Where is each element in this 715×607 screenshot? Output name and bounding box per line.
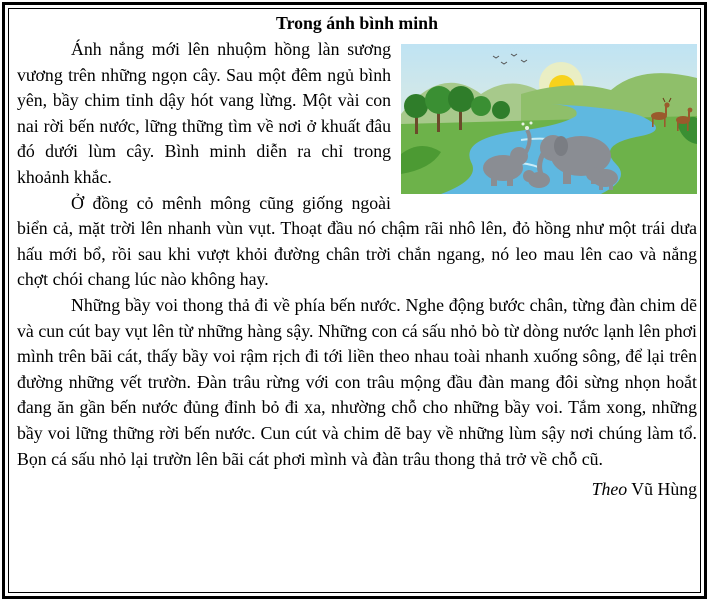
paragraph-1-text: Ánh nắng mới lên nhuộm hồng làn sương vương trên những ngọn cây. Sau một đêm ngủ bình yên, bầy chim tỉnh dậy hót vang lừng. Một vài con nai rời bến nước, lững thững tìm về nơi ở khuất đâu đó dưới lùm cây. Bình minh diễn ra chỉ trong khoảnh khắc. <box>17 39 391 187</box>
passage-title: Trong ánh bình minh <box>276 13 438 33</box>
byline <box>17 477 697 503</box>
byline-author: Vũ Hùng <box>631 479 697 500</box>
reading-passage <box>17 10 697 503</box>
byline-prefix: Theo <box>591 479 628 500</box>
paragraph-3: Những bầy voi thong thả đi về phía bến nước. Nghe động bước chân, từng đàn chim dẽ và cun cút bay vụt lên từ những hàng sậy. Những con cá sấu nhỏ bò từ dòng nước lạnh lên phơi mình trên bãi cát, thấy bầy voi rậm rịch đi tới liền theo nhau toài nhanh xuống sông, để lại trên đường những vết trườn. Đàn trâu rừng với con trâu mộng đầu đàn mang đôi sừng nhọn hoắt đang ăn gần bến nước đủng đỉnh bỏ đi xa, nhường chỗ cho những bầy voi. Tắm xong, những bầy voi lững thững rời bến nước. Cun cút và chim dẽ bay về những lùm sậy nơi chúng làm tổ. Bọn cá sấu nhỏ lại trườn lên bãi cát phơi mình và đàn trâu thong thả trở về chỗ cũ. <box>17 294 697 469</box>
sunrise-river-illustration <box>401 44 697 194</box>
paragraph-1 <box>17 37 697 191</box>
paragraph-2: Ở đồng cỏ mênh mông cũng giống ngoài biển cả, mặt trời lên nhanh vùn vụt. Thoạt đầu nó chậm rãi nhô lên, đỏ hồng như một trái dưa hấu mới bổ, rồi sau khi vượt khỏi đường chân trời chắn ngang, nó leo mau lên cao và nắng chợt chói chang lúc nào không hay. <box>17 192 697 290</box>
